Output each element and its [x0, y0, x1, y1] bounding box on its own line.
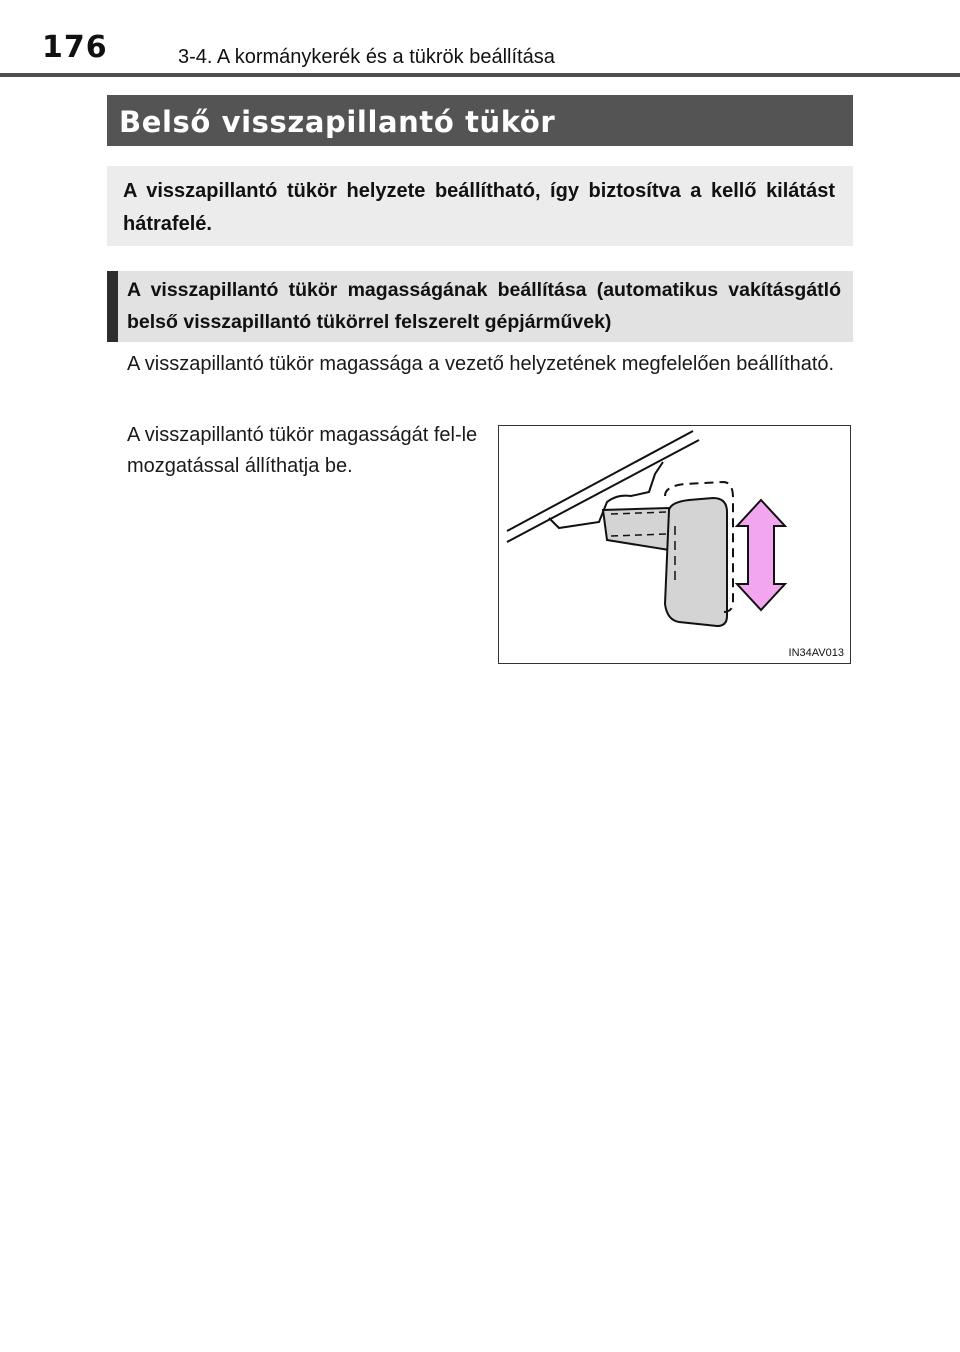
body-paragraph-1: A visszapillantó tükör magassága a vezető helyzetének megfelelően beállítható.: [127, 353, 835, 375]
intro-text: A visszapillantó tükör helyzete beállítható, így biztosítva a kellő kilátást hátrafelé.: [123, 180, 835, 235]
subsection-heading-box: [107, 271, 853, 342]
intro-box: [107, 166, 853, 246]
mirror-drawing: [499, 426, 849, 662]
up-down-arrow-icon: [737, 500, 785, 610]
subsection-heading: A visszapillantó tükör magasságának beállítása (automatikus vakításgátló belső visszapillantó tükörrel felszerelt gépjárművek): [127, 279, 841, 333]
mirror-illustration: [498, 425, 851, 664]
body-paragraph-2: A visszapillantó tükör magasságát fel-le mozgatással állíthatja be.: [127, 424, 478, 477]
section-title: Belső visszapillantó tükör: [119, 105, 556, 139]
subsection-accent-bar: [107, 271, 118, 342]
page-number: 176: [42, 30, 108, 65]
section-title-bar: [107, 95, 853, 146]
running-header: 3-4. A kormánykerék és a tükrök beállítása: [178, 46, 555, 68]
header-divider: [0, 73, 960, 77]
figure-code: IN34AV013: [788, 647, 844, 659]
